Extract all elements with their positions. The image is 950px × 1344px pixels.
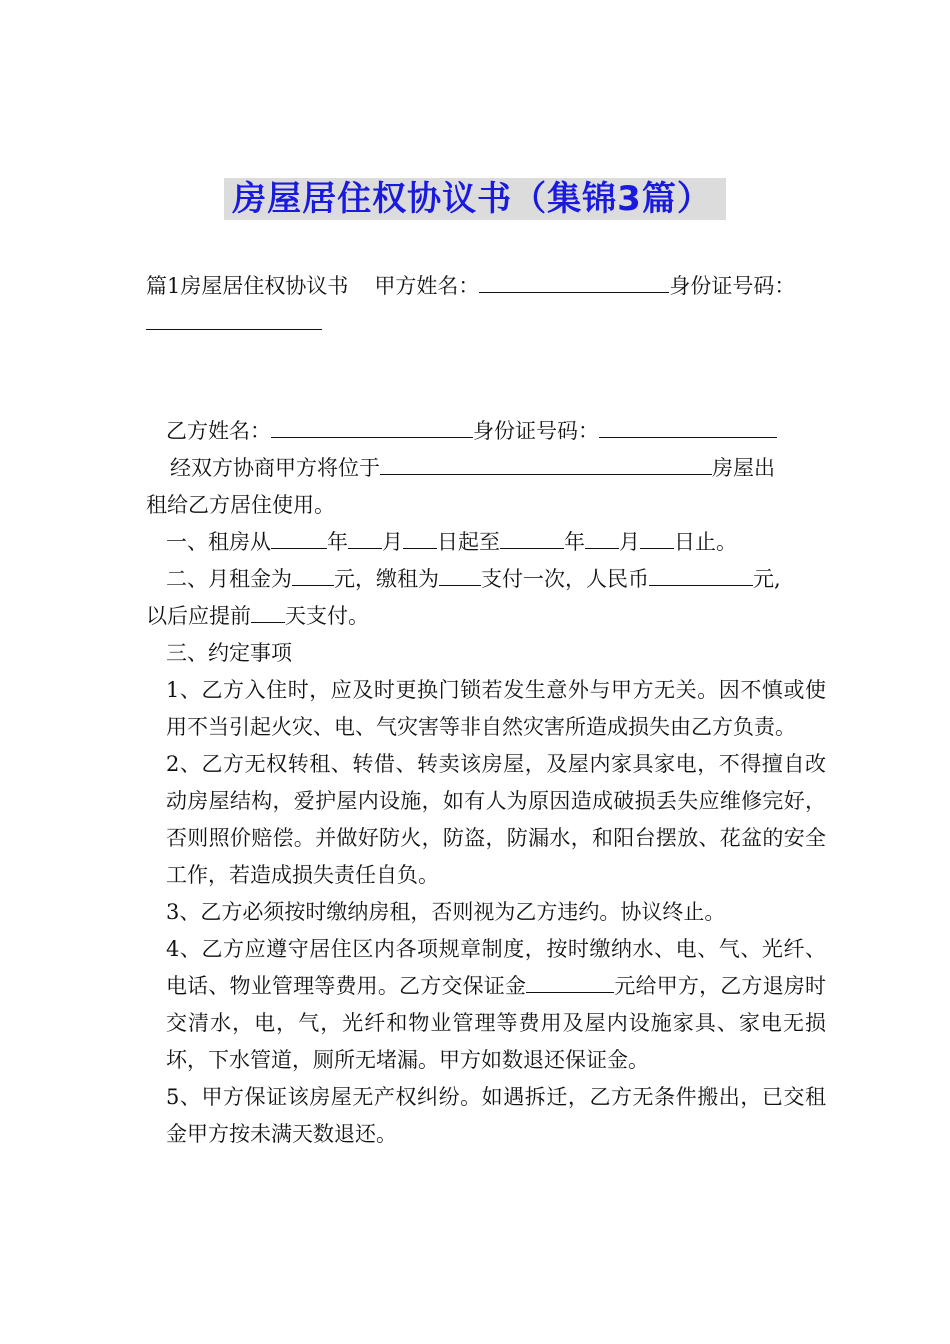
clause-1-day-1: 日起至 [437,530,500,554]
main-body [146,413,826,1153]
clause-2-line-2 [146,598,826,635]
party-b-name-label: 乙方姓名： [166,419,271,443]
clause-2-days: 天支付。 [285,604,369,628]
party-b-line [146,413,826,450]
advance-days-blank [251,600,285,623]
clause-1-year-1: 年 [327,530,348,554]
clause-1-end: 日止。 [674,530,737,554]
party-a-id-blank [146,307,322,330]
item-4 [146,931,826,1079]
intro-line-2 [146,487,826,524]
item-3: 3、乙方必须按时缴纳房租，否则视为乙方违约。协议终止。 [166,900,726,924]
period-blank [439,563,481,586]
start-day-blank [403,526,437,549]
rmb-blank [649,563,753,586]
clause-2-line-1 [146,561,826,598]
item-2: 2、乙方无权转租、转借、转卖该房屋，及屋内家具家电，不得擅自改动房屋结构，爱护屋内设施，如有人为原因造成破损丢失应维修完好，否则照价赔偿。并做好防火，防盗，防漏水，和阳台摆放、花盆的安全工作，若造成损失责任自负。 [166,752,826,887]
intro-line-1 [146,450,826,487]
party-b-id-blank [599,415,777,438]
location-blank [380,452,712,475]
article-label: 篇1房屋居住权协议书 [146,274,349,298]
rent-blank [292,563,334,586]
party-a-id-blank-line [146,305,826,342]
clause-3-heading: 三、约定事项 [166,641,292,665]
document-title: 房屋居住权协议书（集锦3篇） [224,178,726,220]
clause-1-month-1: 月 [382,530,403,554]
end-month-blank [585,526,619,549]
party-b-name-blank [271,415,473,438]
clause-2-yuan: 元, [753,567,781,591]
header-block [146,268,826,342]
intro-text-1: 经双方协商甲方将位于 [170,456,380,480]
clause-2-rmb: 支付一次，人民币 [481,567,649,591]
end-year-blank [500,526,564,549]
party-a-name-label: 甲方姓名： [374,274,480,298]
clause-1-year-2: 年 [564,530,585,554]
item-4-part-a: 4、乙方应遵守居住区内各项规章制度，按时缴纳水、电、气、光纤、电话、物业管理等费用。乙方交保证金 [166,937,826,998]
item-4-part-b: 元给甲方，乙方退房时交清水，电，气，光纤和物业管理等费用及屋内设施家具、家电无损坏，下水管道，厕所无堵漏。甲方如数退还保证金。 [166,974,827,1072]
item-1: 1、乙方入住时，应及时更换门锁若发生意外与甲方无关。因不慎或使用不当引起火灾、电、气灾害等非自然灾害所造成损失由乙方负责。 [166,678,826,739]
party-a-id-label: 身份证号码： [669,274,796,298]
party-a-name-blank [479,270,669,293]
clause-2-advance: 以后应提前 [146,604,251,628]
intro-text-2: 房屋出 [712,456,775,480]
clause-1-start: 一、租房从 [166,530,271,554]
clause-1-line [146,524,826,561]
clause-2-pay: 元，缴租为 [334,567,439,591]
title-wrap [0,178,950,220]
clause-1-month-2: 月 [619,530,640,554]
intro-text-3: 租给乙方居住使用。 [146,493,335,517]
header-line [146,268,826,305]
end-day-blank [640,526,674,549]
party-b-id-label: 身份证号码： [473,419,599,443]
start-year-blank [271,526,327,549]
start-month-blank [348,526,382,549]
item-5: 5、甲方保证该房屋无产权纠纷。如遇拆迁，乙方无条件搬出，已交租金甲方按未满天数退还。 [166,1085,826,1146]
clause-2-rent: 二、月租金为 [166,567,292,591]
deposit-blank [526,970,614,993]
